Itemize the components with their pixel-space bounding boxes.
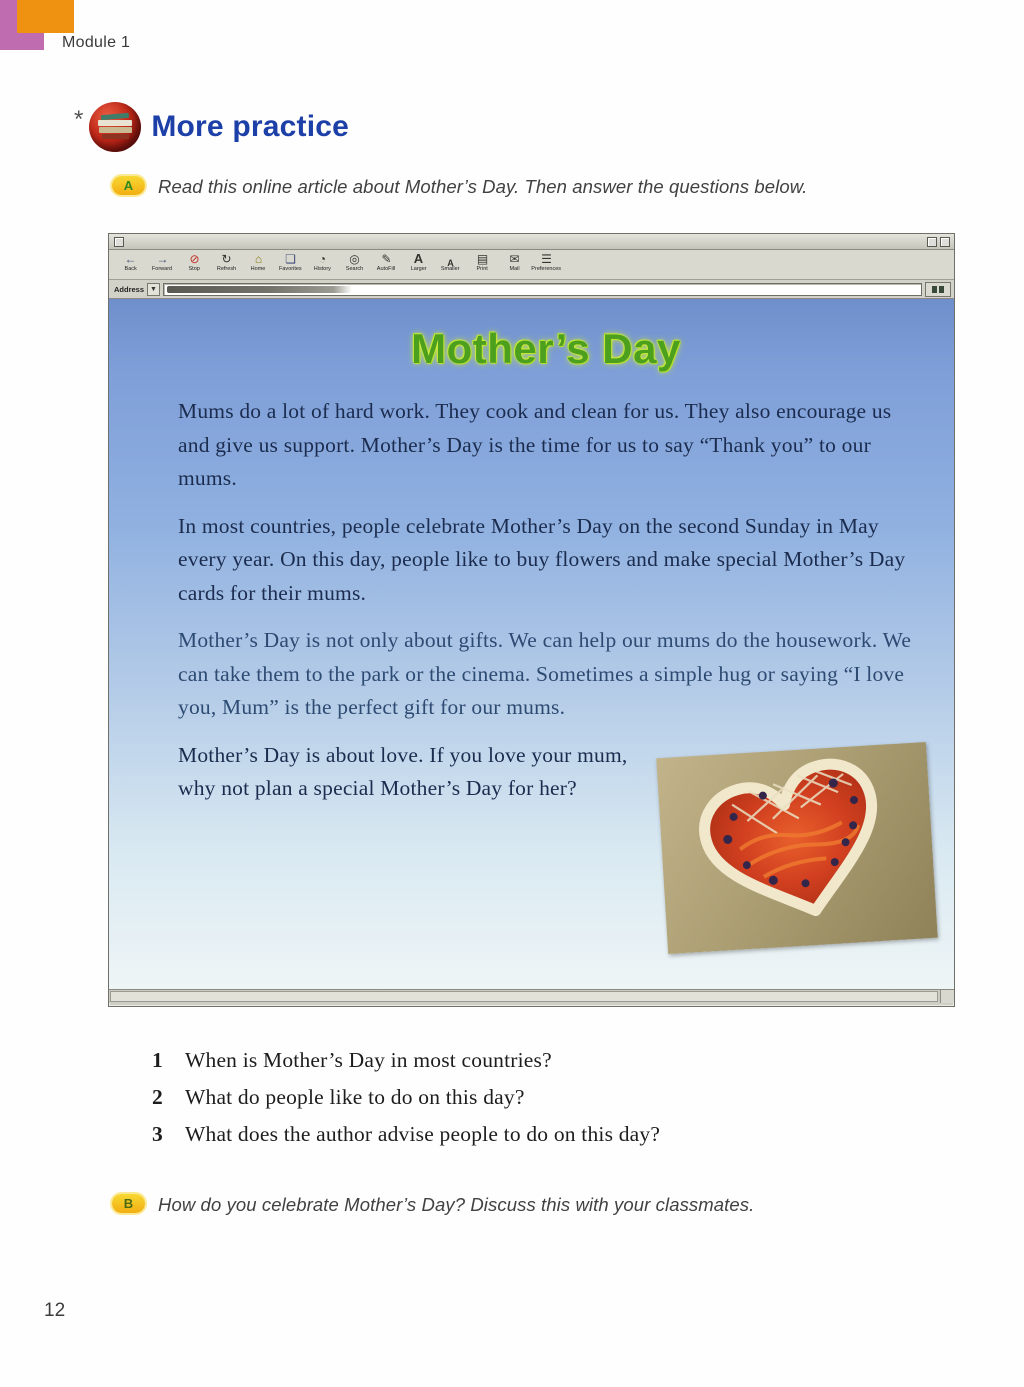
larger-text-button[interactable]: A Larger	[410, 251, 427, 272]
module-label: Module 1	[62, 34, 131, 51]
heart-cookie-illustration	[668, 750, 927, 945]
autofill-icon: ✎	[381, 252, 392, 266]
section-a-badge: A	[112, 176, 145, 195]
article-title: Mother’s Day	[411, 325, 681, 372]
article-paragraph: Mother’s Day is not only about gifts. We can help our mums do the housework. We can take them to the park or the cinema. Sometimes a simple hug or saying “I love you, Mum” is the perfect gift for our mums.	[178, 628, 912, 719]
section-b-row	[112, 1194, 754, 1216]
browser-content	[109, 299, 954, 989]
back-icon: ←	[124, 252, 137, 266]
books-icon	[89, 102, 141, 152]
window-close-box[interactable]	[114, 237, 124, 247]
go-button[interactable]	[925, 282, 951, 297]
heart-cookie-photo	[656, 742, 937, 954]
window-collapse-box[interactable]	[940, 237, 950, 247]
scrollbar-thumb[interactable]	[110, 991, 938, 1002]
scrollbar-corner	[940, 990, 954, 1003]
browser-window	[108, 233, 955, 1007]
section-a-row	[112, 176, 807, 198]
smaller-text-icon: A	[447, 258, 454, 268]
browser-titlebar	[109, 234, 954, 250]
browser-toolbar	[109, 250, 954, 280]
question-number: 3	[152, 1122, 163, 1146]
question-number: 1	[152, 1048, 163, 1072]
question-text: What does the author advise people to do on this day?	[185, 1122, 661, 1146]
address-dropdown[interactable]: ▼	[147, 283, 160, 296]
address-input[interactable]	[163, 283, 922, 296]
question-text: When is Mother’s Day in most countries?	[185, 1048, 552, 1072]
home-icon: ⌂	[254, 252, 263, 266]
section-heading-row	[74, 102, 349, 152]
horizontal-scrollbar[interactable]	[109, 989, 954, 1003]
section-b-badge: B	[112, 1194, 145, 1213]
history-icon: ◔	[318, 252, 327, 266]
question-row	[152, 1122, 660, 1147]
smaller-text-button[interactable]: A Smaller	[435, 252, 466, 273]
question-row	[152, 1048, 660, 1073]
forward-icon: →	[156, 252, 169, 266]
search-icon: ◎	[349, 252, 360, 266]
asterisk-marker: *	[74, 106, 84, 133]
article-paragraph: Mums do a lot of hard work. They cook and clean for us. They also encourage us and give us support. Mother’s Day is the time for us to say “Thank you” to our mums.	[178, 399, 892, 490]
corner-decoration-orange	[17, 0, 74, 33]
mail-button[interactable]: ✉ Mail	[509, 252, 520, 272]
window-zoom-box[interactable]	[927, 237, 937, 247]
preferences-icon: ☰	[541, 252, 552, 266]
refresh-icon: ↻	[221, 252, 232, 266]
favorites-button[interactable]: ❏ Favorites	[279, 252, 302, 272]
question-number: 2	[152, 1085, 163, 1109]
preferences-button[interactable]: ☰ Preferences	[531, 252, 562, 272]
address-url-text	[167, 286, 352, 293]
question-text: What do people like to do on this day?	[185, 1085, 525, 1109]
autofill-button[interactable]: ✎ AutoFill	[377, 252, 396, 272]
forward-button[interactable]: → Forward	[152, 252, 173, 272]
section-b-instruction: How do you celebrate Mother’s Day? Discuss this with your classmates.	[158, 1194, 755, 1215]
page-heading: More practice	[151, 110, 350, 143]
article-paragraph: Mother’s Day is about love. If you love your mum, why not plan a special Mother’s Day for her?	[178, 742, 628, 800]
questions-list	[152, 1048, 660, 1159]
back-button[interactable]: ← Back	[124, 252, 137, 272]
page-number: 12	[44, 1300, 66, 1321]
address-bar	[109, 280, 954, 299]
section-a-instruction: Read this online article about Mother’s Day. Then answer the questions below.	[158, 176, 808, 197]
print-icon: ▤	[476, 252, 489, 266]
mail-icon: ✉	[509, 252, 520, 266]
refresh-button[interactable]: ↻ Refresh	[216, 252, 237, 272]
stop-button[interactable]: ⊘ Stop	[188, 252, 201, 272]
search-button[interactable]: ◎ Search	[345, 252, 364, 272]
question-row	[152, 1085, 660, 1110]
address-label: Address	[114, 284, 145, 294]
favorites-icon: ❏	[285, 252, 296, 266]
article-paragraph: In most countries, people celebrate Mother’s Day on the second Sunday in May every year. On this day, people like to buy flowers and make special Mother’s Day cards for their mums.	[178, 513, 906, 605]
home-button[interactable]: ⌂ Home	[251, 252, 266, 272]
print-button[interactable]: ▤ Print	[476, 252, 489, 272]
article	[109, 299, 954, 806]
history-button[interactable]: ◔ History	[313, 252, 332, 272]
stop-icon: ⊘	[189, 252, 200, 266]
larger-text-icon: A	[413, 251, 424, 266]
